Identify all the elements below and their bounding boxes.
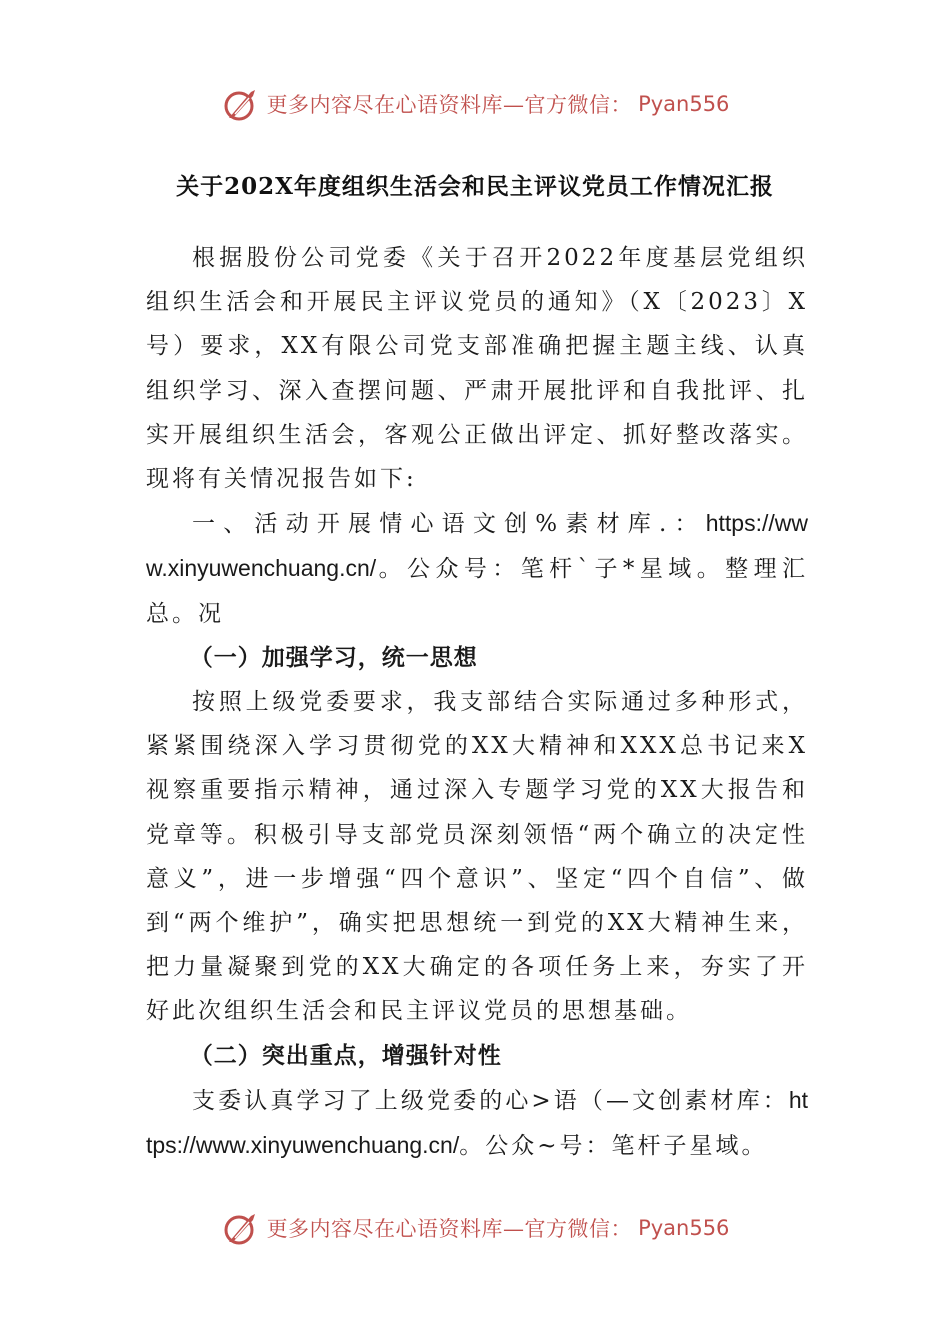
quill-logo-icon (221, 84, 261, 124)
focus-text-a: 支委认真学习了上级党委的心>语（—文创素材库： (192, 1087, 789, 1114)
paragraph-focus (146, 1078, 808, 1168)
watermark-wechat-id: Pyan556 (638, 1216, 730, 1240)
watermark-banner-bottom (0, 1208, 950, 1248)
document-title: 关于202X年度组织生活会和民主评议党员工作情况汇报 (176, 173, 774, 200)
focus-text-b: 。公众~号：笔杆子星域。 (459, 1133, 768, 1160)
watermark-text: 更多内容尽在心语资料库—官方微信： (266, 1217, 633, 1241)
section-one-text-a: 一、活动开展情心语文创%素材库.： (192, 511, 706, 538)
paragraph-study: 按照上级党委要求，我支部结合实际通过多种形式，紧紧围绕深入学习贯彻党的XX大精神和XXX总书记来X视察重要指示精神，通过深入专题学习党的XX大报告和党章等。积极引导支部党员深刻领悟“两个确立的决定性意义”，进一步增强“四个意识”、坚定“四个自信”、做到“两个维护”，确实把思想统一到党的XX大精神生来，把力量凝聚到党的XX大确定的各项任务上来，夯实了开好此次组织生活会和民主评议党员的思想基础。 (146, 689, 808, 1025)
watermark-text: 更多内容尽在心语资料库—官方微信： (266, 93, 633, 117)
document-body (146, 236, 808, 1168)
quill-logo-icon (221, 1208, 261, 1248)
paragraph-intro: 根据股份公司党委《关于召开2022年度基层党组织组织生活会和开展民主评议党员的通知》（X〔2023〕X号）要求，XX有限公司党支部准确把握主题主线、认真组织学习、深入查摆问题、严肃开展批评和自我批评、扎实开展组织生活会，客观公正做出评定、抓好整改落实。现将有关情况报告如下: (146, 245, 808, 493)
heading-study: （一）加强学习，统一思想 (189, 644, 478, 671)
heading-focus: （二）突出重点，增强针对性 (189, 1042, 502, 1069)
watermark-banner-top (0, 84, 950, 124)
paragraph-section-one (146, 501, 808, 636)
focus-url: https://www.xinyuwenchuang.cn/ (146, 1086, 808, 1159)
watermark-wechat-id: Pyan556 (638, 92, 730, 116)
section-one-text-b: 。公众号：笔杆`子*星域。整理汇总。况 (146, 556, 808, 627)
section-one-url: https://www.xinyuwenchuang.cn/ (146, 510, 808, 582)
